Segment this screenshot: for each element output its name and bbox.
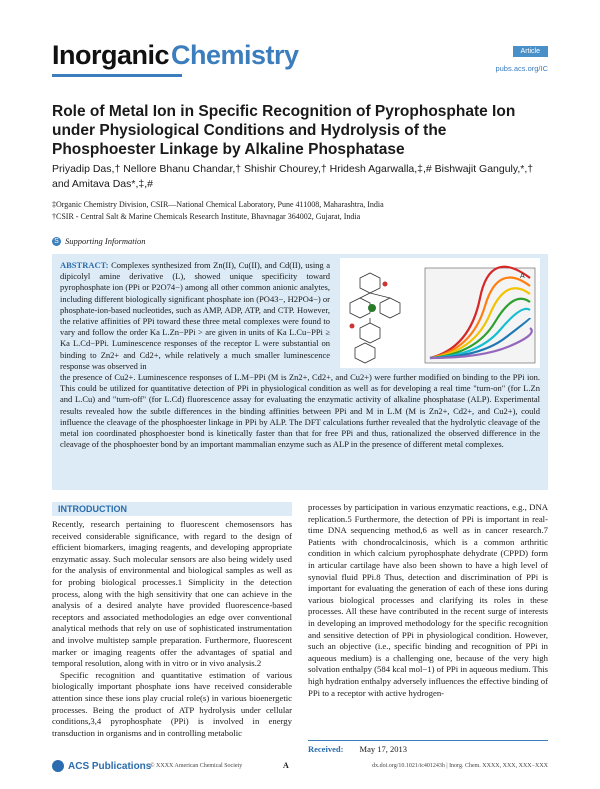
copyright-notice: © XXXX American Chemical Society: [150, 763, 243, 769]
oxygen-icon: [350, 324, 355, 329]
metal-center-icon: [368, 304, 376, 312]
logo-underline: [52, 74, 182, 77]
intro-paragraph-3: processes by participation in various enzymatic reactions, e.g., DNA replication.5 Furthermore, the detection of PPi is important in real-time DNA sequencing method,6 as well as in cancer research.7 Patients with chondrocalcinosis, which is a common arthritic condition in which calcium pyrophosphate dehydrate (CPPD) form in articular cartilage have also been shown to have a high level of synovial fluid PPi.8 Thus, detection and discrimination of PPi is important for evaluating the generation of each of these ions during various biological processes and clarifying its roles in these processes. All these have contributed in the recent surge of interests in developing an improved methodology for the specific recognition and sensitive detection of PPi in physiological condition. However, such an objective (i.e., specific binding and recognition of PPi in aqueous medium) is a challenging one, because of the very high solvation enthalpy (584 kcal mol−1) of PPi in aqueous medium. This high hydration enthalpy adversely influences the effective binding of PPi to a receptor with active hydrogen-: [308, 502, 549, 698]
received-label: Received:: [308, 744, 344, 754]
oxygen-icon: [383, 282, 388, 287]
acs-logo-icon: [52, 760, 64, 772]
journal-name-part2: Chemistry: [171, 40, 299, 70]
right-column: [308, 502, 548, 699]
intro-paragraph-2: Specific recognition and quantitative estimation of various biologically important phosphate ions have received considerable attention since these ions play crucial role(s) in various bioenergetic processes. Being the product of ATP hydrolysis under cellular conditions,3,4 pyrophosphate (PPi) is involved in energy transduction in organisms and in controlling metabolic: [52, 669, 292, 738]
received-date: [308, 740, 548, 754]
doi-citation[interactable]: dx.doi.org/10.1021/ic401243h | Inorg. Chem. XXXX, XXX, XXX−XXX: [372, 763, 548, 769]
toc-graphic-svg: [340, 258, 540, 368]
publisher-logo: [52, 760, 151, 772]
journal-url[interactable]: pubs.acs.org/IC: [495, 64, 548, 73]
supporting-info-icon: S: [52, 237, 61, 246]
abstract-body-top: Complexes synthesized from Zn(II), Cu(II), and Cd(II), using a dipicolyl amine derivative (L), showed unique specificity toward pyrophosphate ion (PPi or P2O74−) among all other common anionic analytes, including different biologically significant phosphate ion (PO43−, H2PO4−) or phosphate-ion-based nucleotides, such as AMP, ADP, ATP, and CTP. However, the relative affinities of PPi toward these three metal complexes were found to vary and follow the order Ka L.Zn−PPi > are given in units of Ka L.Cu−PPi ≥ Ka L.Cd−PPi. Luminescence responses of the receptor L were substantial on binding to Zn2+ and Cd2+, while relatively a much smaller luminescence response was observed in: [60, 260, 331, 371]
supporting-info-label: Supporting Information: [65, 236, 146, 246]
authors-line-1: Priyadip Das,† Nellore Bhanu Chandar,† Shishir Chourey,† Hridesh Agarwalla,‡,# Bishwajit Ganguly,*,†: [52, 163, 534, 175]
abstract-label: ABSTRACT:: [60, 260, 109, 270]
publisher-name: ACS Publications: [68, 760, 152, 772]
left-column: [52, 519, 292, 739]
intro-paragraph-1: Recently, research pertaining to fluorescent chemosensors has received considerable significance, with regard to the design of efficient biomarkers, imaging reagents, and developing appropriate enzymatic assay. Such molecular sensors are also being widely used for the analysis of environmental and biological samples as well as for probing biological processes.1 Simplicity in the detection process, along with the high sensitivity that one can achieve in the analysis of a desired analyte have provided fluorescence-based receptors and associated methodologies an edge over conventional analytical methods that rely on use of sophisticated instrumentation and involve multistep sample preparation. Furthermore, fluorescent marker or imaging reagents offer the advantages of spatial and temporal resolution, along with in vitro or in vivo analysis.2: [52, 519, 292, 669]
authors-line-2: and Amitava Das*,‡,#: [52, 178, 153, 190]
supporting-info-link[interactable]: [52, 236, 146, 246]
introduction-heading-text: INTRODUCTION: [58, 504, 127, 514]
abstract-text-bottom: the presence of Cu2+. Luminescence responses of L.M−PPi (M is Zn2+, Cd2+, and Cu2+) were further modified on binding to the PPi ion. This could be utilized for quantitative detection of PPi in physiological condition as well as for developing a real time "turn-on" (for L.Zn and L.Cu) and "turn-off" (for L.Cd) fluorescence assay for evaluating the enzymatic activity of alkaline phosphatase (ALP). Experimental results revealed how the subtle differences in the binding affinities between PPi and M in L.M (M is Zn2+, Cd2+, and Cu2+), could influence the cleavage of the phosphoester linkage in PPi by ALP. The DFT calculations further revealed that the hydrolytic cleavage of the metal ion coordinated phosphoester bond is kinetically faster than that for free PPi and thus, rationalized the observed difference in the cleavage of the phosphoester bond by an important mammalian enzyme such as ALP in the presence of different metal complexes.: [60, 372, 540, 450]
journal-name-part1: Inorganic: [52, 40, 170, 70]
introduction-heading: [52, 502, 292, 516]
abstract-text-top: [60, 260, 330, 372]
paper-title: Role of Metal Ion in Specific Recognition of Pyrophosphate Ion under Physiological Conditions and Hydrolysis of the Phosphoester Linkage by Alkaline Phosphatase: [52, 103, 516, 158]
molecule-structure: [350, 273, 400, 363]
toc-graphic: [340, 258, 540, 368]
affiliation-2: †CSIR - Central Salt & Marine Chemicals Research Institute, Bhavnagar 364002, Gujarat, India: [52, 212, 361, 221]
article-type-badge: Article: [513, 46, 548, 57]
page-number: A: [283, 761, 289, 770]
journal-logo: [52, 40, 299, 74]
plot-frame: [425, 268, 535, 363]
axis-letter: A: [520, 273, 525, 280]
author-list: [52, 162, 552, 192]
received-value: May 17, 2013: [359, 744, 407, 754]
affiliation-1: ‡Organic Chemistry Division, CSIR—National Chemical Laboratory, Pune 411008, Maharashtra, India: [52, 200, 384, 209]
